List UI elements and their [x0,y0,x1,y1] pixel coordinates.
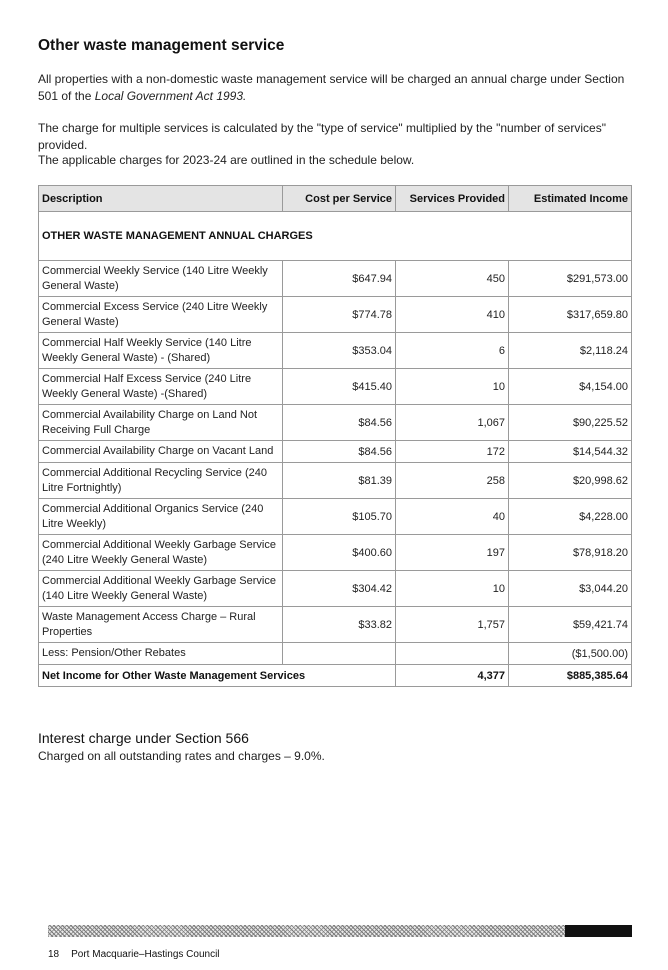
row-services: 258 [396,463,509,499]
row-description: Commercial Availability Charge on Land Not Receiving Full Charge [39,405,283,441]
table-row [39,405,632,441]
page-number: 18 [48,949,60,960]
act-name: Local Government Act 1993. [94,89,247,103]
row-income: $59,421.74 [509,607,632,643]
row-services: 1,757 [396,607,509,643]
header-income: Estimated Income [509,186,632,212]
header-services: Services Provided [396,186,509,212]
row-income: $2,118.24 [509,333,632,369]
rebates-row [39,643,632,665]
section-title: OTHER WASTE MANAGEMENT ANNUAL CHARGES [39,212,632,261]
row-income: $20,998.62 [509,463,632,499]
intro-paragraph [38,71,632,105]
footer-solid-block [565,925,632,937]
row-cost: $400.60 [283,535,396,571]
total-income: $885,385.64 [509,665,632,687]
row-description: Commercial Half Excess Service (240 Litre Weekly General Waste) -(Shared) [39,369,283,405]
row-cost: $774.78 [283,297,396,333]
schedule-paragraph: The applicable charges for 2023-24 are outlined in the schedule below. [38,153,415,167]
section-title-row [39,212,632,261]
multiple-services-paragraph: The charge for multiple services is calculated by the "type of service" multiplied by the "number of services" provided. [38,121,606,152]
row-cost: $84.56 [283,405,396,441]
row-description: Commercial Additional Recycling Service (240 Litre Fortnightly) [39,463,283,499]
table-header-row [39,186,632,212]
table-row [39,297,632,333]
row-cost: $415.40 [283,369,396,405]
header-cost: Cost per Service [283,186,396,212]
row-income: $3,044.20 [509,571,632,607]
total-row [39,665,632,687]
interest-paragraph: Charged on all outstanding rates and charges – 9.0%. [38,749,325,763]
table-row [39,535,632,571]
row-income: $4,228.00 [509,499,632,535]
intro-text: All properties with a non-domestic waste management service will be charged an annual charge under Section 501 of the [38,72,625,103]
row-services: 40 [396,499,509,535]
row-income: $4,154.00 [509,369,632,405]
row-cost: $304.42 [283,571,396,607]
interest-heading: Interest charge under Section 566 [38,730,249,746]
row-income: $317,659.80 [509,297,632,333]
row-description: Commercial Additional Weekly Garbage Service (140 Litre Weekly General Waste) [39,571,283,607]
rebates-description: Less: Pension/Other Rebates [39,643,283,665]
header-description: Description [39,186,283,212]
rebates-cost [283,643,396,665]
table-row [39,499,632,535]
row-income: $78,918.20 [509,535,632,571]
rebates-services [396,643,509,665]
row-description: Commercial Availability Charge on Vacant Land [39,441,283,463]
row-description: Commercial Half Weekly Service (140 Litre Weekly General Waste) - (Shared) [39,333,283,369]
row-services: 197 [396,535,509,571]
total-description: Net Income for Other Waste Management Services [39,665,396,687]
section-heading: Other waste management service [38,37,285,54]
row-cost: $647.94 [283,261,396,297]
row-income: $14,544.32 [509,441,632,463]
row-cost: $84.56 [283,441,396,463]
rebates-income: ($1,500.00) [509,643,632,665]
total-services: 4,377 [396,665,509,687]
table-row [39,441,632,463]
row-services: 10 [396,571,509,607]
table-row [39,369,632,405]
row-cost: $353.04 [283,333,396,369]
row-description: Commercial Weekly Service (140 Litre Weekly General Waste) [39,261,283,297]
row-services: 1,067 [396,405,509,441]
row-cost: $81.39 [283,463,396,499]
row-description: Commercial Additional Organics Service (240 Litre Weekly) [39,499,283,535]
row-income: $90,225.52 [509,405,632,441]
row-services: 410 [396,297,509,333]
row-services: 450 [396,261,509,297]
row-income: $291,573.00 [509,261,632,297]
row-services: 6 [396,333,509,369]
table-row [39,463,632,499]
row-cost: $105.70 [283,499,396,535]
footer [48,949,220,960]
row-services: 10 [396,369,509,405]
table-row [39,333,632,369]
row-services: 172 [396,441,509,463]
row-description: Commercial Excess Service (240 Litre Weekly General Waste) [39,297,283,333]
organisation-name: Port Macquarie–Hastings Council [71,949,220,960]
table-row [39,607,632,643]
table-row [39,261,632,297]
footer-hatch-pattern [48,925,565,937]
table-row [39,571,632,607]
row-description: Commercial Additional Weekly Garbage Service (240 Litre Weekly General Waste) [39,535,283,571]
charges-table [38,185,632,687]
row-cost: $33.82 [283,607,396,643]
row-description: Waste Management Access Charge – Rural Properties [39,607,283,643]
footer-band [48,925,632,937]
